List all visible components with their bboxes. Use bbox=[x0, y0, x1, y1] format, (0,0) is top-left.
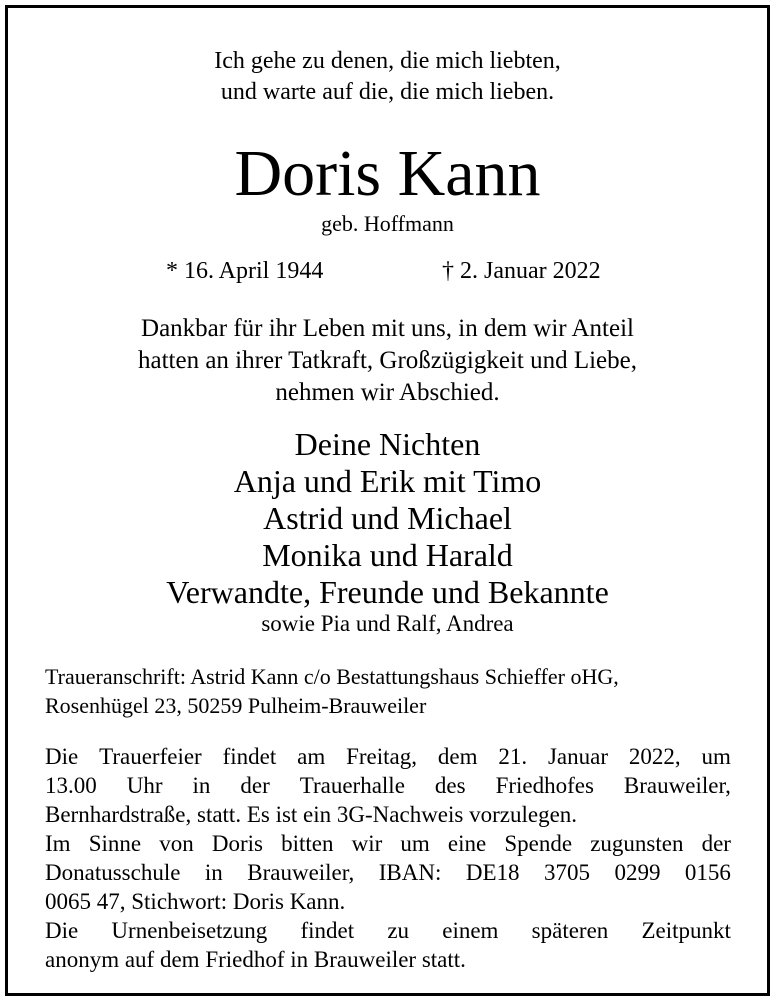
donation-line bbox=[45, 829, 731, 858]
donation-line bbox=[45, 858, 731, 887]
word: Trauerfeier bbox=[99, 744, 202, 769]
word: der bbox=[701, 831, 731, 856]
word: Friedhofes bbox=[495, 773, 594, 798]
word: Im bbox=[45, 831, 71, 856]
motto-line: Ich gehe zu denen, die mich liebten, bbox=[214, 48, 561, 74]
word: um bbox=[701, 744, 731, 769]
word: einem bbox=[442, 918, 499, 943]
mourner-line: Astrid und Michael bbox=[263, 500, 512, 536]
donation-line: 0065 47, Stichwort: Doris Kann. bbox=[45, 889, 346, 914]
word: Freitag, bbox=[346, 744, 417, 769]
word: eine bbox=[447, 831, 487, 856]
mourner-line: Anja und Erik mit Timo bbox=[233, 463, 542, 499]
death-date: † 2. Januar 2022 bbox=[442, 258, 601, 284]
word: Urnenbeisetzung bbox=[111, 918, 268, 943]
thanks-line: hatten an ihrer Tatkraft, Großzügigkeit und Liebe, bbox=[138, 347, 637, 374]
word: späteren bbox=[531, 918, 609, 943]
address-line: Traueranschrift: Astrid Kann c/o Bestattungshaus Schieffer oHG, bbox=[45, 664, 619, 689]
word: 21. bbox=[498, 744, 528, 769]
motto-line: und warte auf die, die mich lieben. bbox=[220, 79, 555, 105]
motto bbox=[8, 46, 767, 108]
word: wir bbox=[351, 831, 383, 856]
word: 13.00 bbox=[45, 773, 97, 798]
word: zu bbox=[387, 918, 410, 943]
birth-date: * 16. April 1944 bbox=[166, 258, 324, 284]
word: 2022, bbox=[628, 744, 681, 769]
word: Brauweiler, bbox=[623, 773, 731, 798]
word: um bbox=[400, 831, 430, 856]
mourner-line: Monika und Harald bbox=[262, 537, 513, 573]
service-details bbox=[45, 742, 731, 974]
maiden-name: geb. Hoffmann bbox=[321, 211, 454, 236]
word: der bbox=[240, 773, 270, 798]
word: findet bbox=[300, 918, 355, 943]
mourning-address bbox=[45, 662, 619, 720]
burial-line: anonym auf dem Friedhof in Brauweiler statt. bbox=[45, 947, 466, 972]
word: Januar bbox=[547, 744, 609, 769]
word: findet bbox=[222, 744, 277, 769]
deceased-name: Doris Kann bbox=[234, 137, 541, 210]
service-line: Bernhardstraße, statt. Es ist ein 3G-Nachweis vorzulegen. bbox=[45, 802, 578, 827]
additional-mourners: sowie Pia und Ralf, Andrea bbox=[261, 611, 514, 636]
thanks-text bbox=[8, 313, 767, 409]
mourners-list bbox=[8, 426, 767, 611]
word: in bbox=[192, 773, 211, 798]
word: 3705 bbox=[543, 860, 590, 885]
mourner-line: Deine Nichten bbox=[294, 426, 481, 462]
word: Uhr bbox=[126, 773, 163, 798]
word: IBAN: bbox=[378, 860, 442, 885]
word: Donatusschule bbox=[45, 860, 181, 885]
word: Zeitpunkt bbox=[641, 918, 731, 943]
word: DE18 bbox=[465, 860, 520, 885]
word: Spende bbox=[504, 831, 573, 856]
word: Die bbox=[45, 918, 79, 943]
mourner-line: Verwandte, Freunde und Bekannte bbox=[166, 574, 609, 610]
word: Doris bbox=[211, 831, 263, 856]
word: Sinne bbox=[88, 831, 142, 856]
word: zugunsten bbox=[590, 831, 684, 856]
service-line bbox=[45, 771, 731, 800]
word: Trauerhalle bbox=[299, 773, 405, 798]
word: Brauweiler, bbox=[247, 860, 355, 885]
word: 0299 bbox=[614, 860, 661, 885]
word: am bbox=[297, 744, 326, 769]
word: von bbox=[159, 831, 194, 856]
thanks-line: Dankbar für ihr Leben mit uns, in dem wir Anteil bbox=[141, 315, 634, 342]
word: dem bbox=[437, 744, 478, 769]
address-line: Rosenhügel 23, 50259 Pulheim-Brauweiler bbox=[45, 693, 427, 718]
word: Die bbox=[45, 744, 79, 769]
obituary-frame bbox=[5, 5, 770, 996]
word: 0156 bbox=[684, 860, 731, 885]
word: des bbox=[434, 773, 466, 798]
service-line bbox=[45, 742, 731, 771]
word: in bbox=[204, 860, 223, 885]
burial-line bbox=[45, 916, 731, 945]
word: bitten bbox=[281, 831, 334, 856]
thanks-line: nehmen wir Abschied. bbox=[275, 379, 500, 406]
